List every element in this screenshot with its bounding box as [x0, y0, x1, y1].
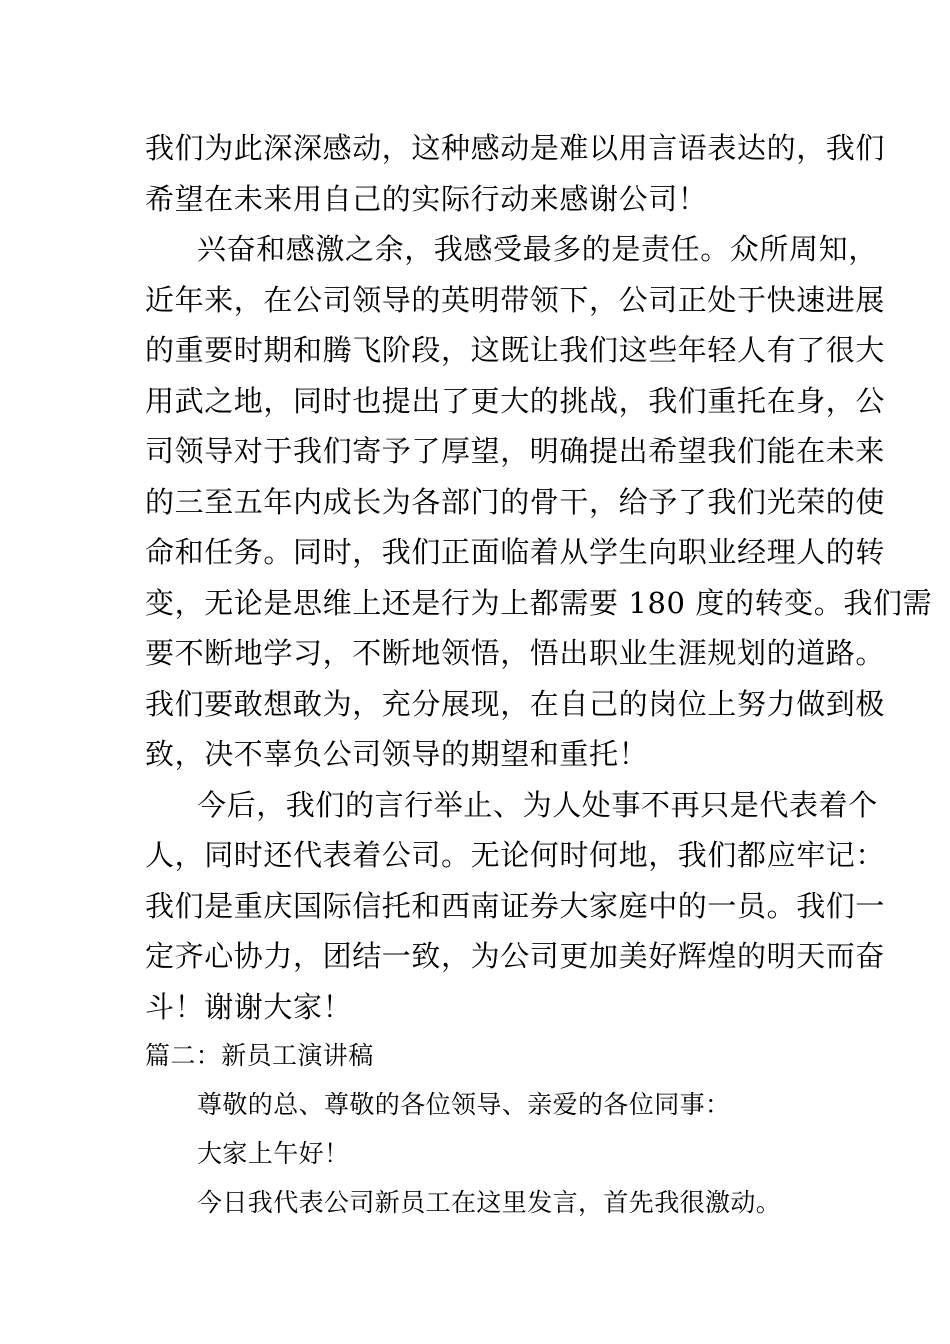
- text-line: 命和任务。同时，我们正面临着从学生向职业经理人的转: [145, 535, 886, 569]
- text-line: 近年来，在公司领导的英明带领下，公司正处于快速进展: [145, 283, 886, 317]
- text-line: 兴奋和感激之余，我感受最多的是责任。众所周知，: [197, 232, 878, 266]
- text-line: 变，无论是思维上还是行为上都需要 180 度的转变。我们需: [145, 586, 933, 620]
- text-line: 要不断地学习，不断地领悟，悟出职业生涯规划的道路。: [145, 636, 886, 670]
- text-line: 斗！谢谢大家！: [145, 990, 353, 1024]
- text-line: 定齐心协力，团结一致，为公司更加美好辉煌的明天而奋: [145, 939, 886, 973]
- text-line: 司领导对于我们寄予了厚望，明确提出希望我们能在未来: [145, 434, 886, 468]
- text-line: 今后，我们的言行举止、为人处事不再只是代表着个: [197, 788, 878, 822]
- text-line: 的三至五年内成长为各部门的骨干，给予了我们光荣的使: [145, 485, 886, 519]
- text-line: 我们为此深深感动，这种感动是难以用言语表达的，我们: [145, 131, 886, 165]
- text-line: 我们是重庆国际信托和西南证券大家庭中的一员。我们一: [145, 889, 886, 923]
- greeting: 大家上午好！: [197, 1139, 350, 1168]
- text-line: 希望在未来用自己的实际行动来感谢公司！: [145, 182, 708, 216]
- text-line: 我们要敢想敢为，充分展现，在自己的岗位上努力做到极: [145, 687, 886, 721]
- text-line: 今日我代表公司新员工在这里发言，首先我很激动。: [197, 1188, 782, 1217]
- text-line: 人，同时还代表着公司。无论何时何地，我们都应牢记：: [145, 838, 886, 872]
- text-line: 致，决不辜负公司领导的期望和重托！: [145, 737, 649, 771]
- salutation: 尊敬的总、尊敬的各位领导、亲爱的各位同事：: [197, 1090, 731, 1119]
- section-heading: 篇二：新员工演讲稿: [145, 1041, 374, 1070]
- text-line: 用武之地，同时也提出了更大的挑战，我们重托在身，公: [145, 384, 886, 418]
- text-line: 的重要时期和腾飞阶段，这既让我们这些年轻人有了很大: [145, 333, 886, 367]
